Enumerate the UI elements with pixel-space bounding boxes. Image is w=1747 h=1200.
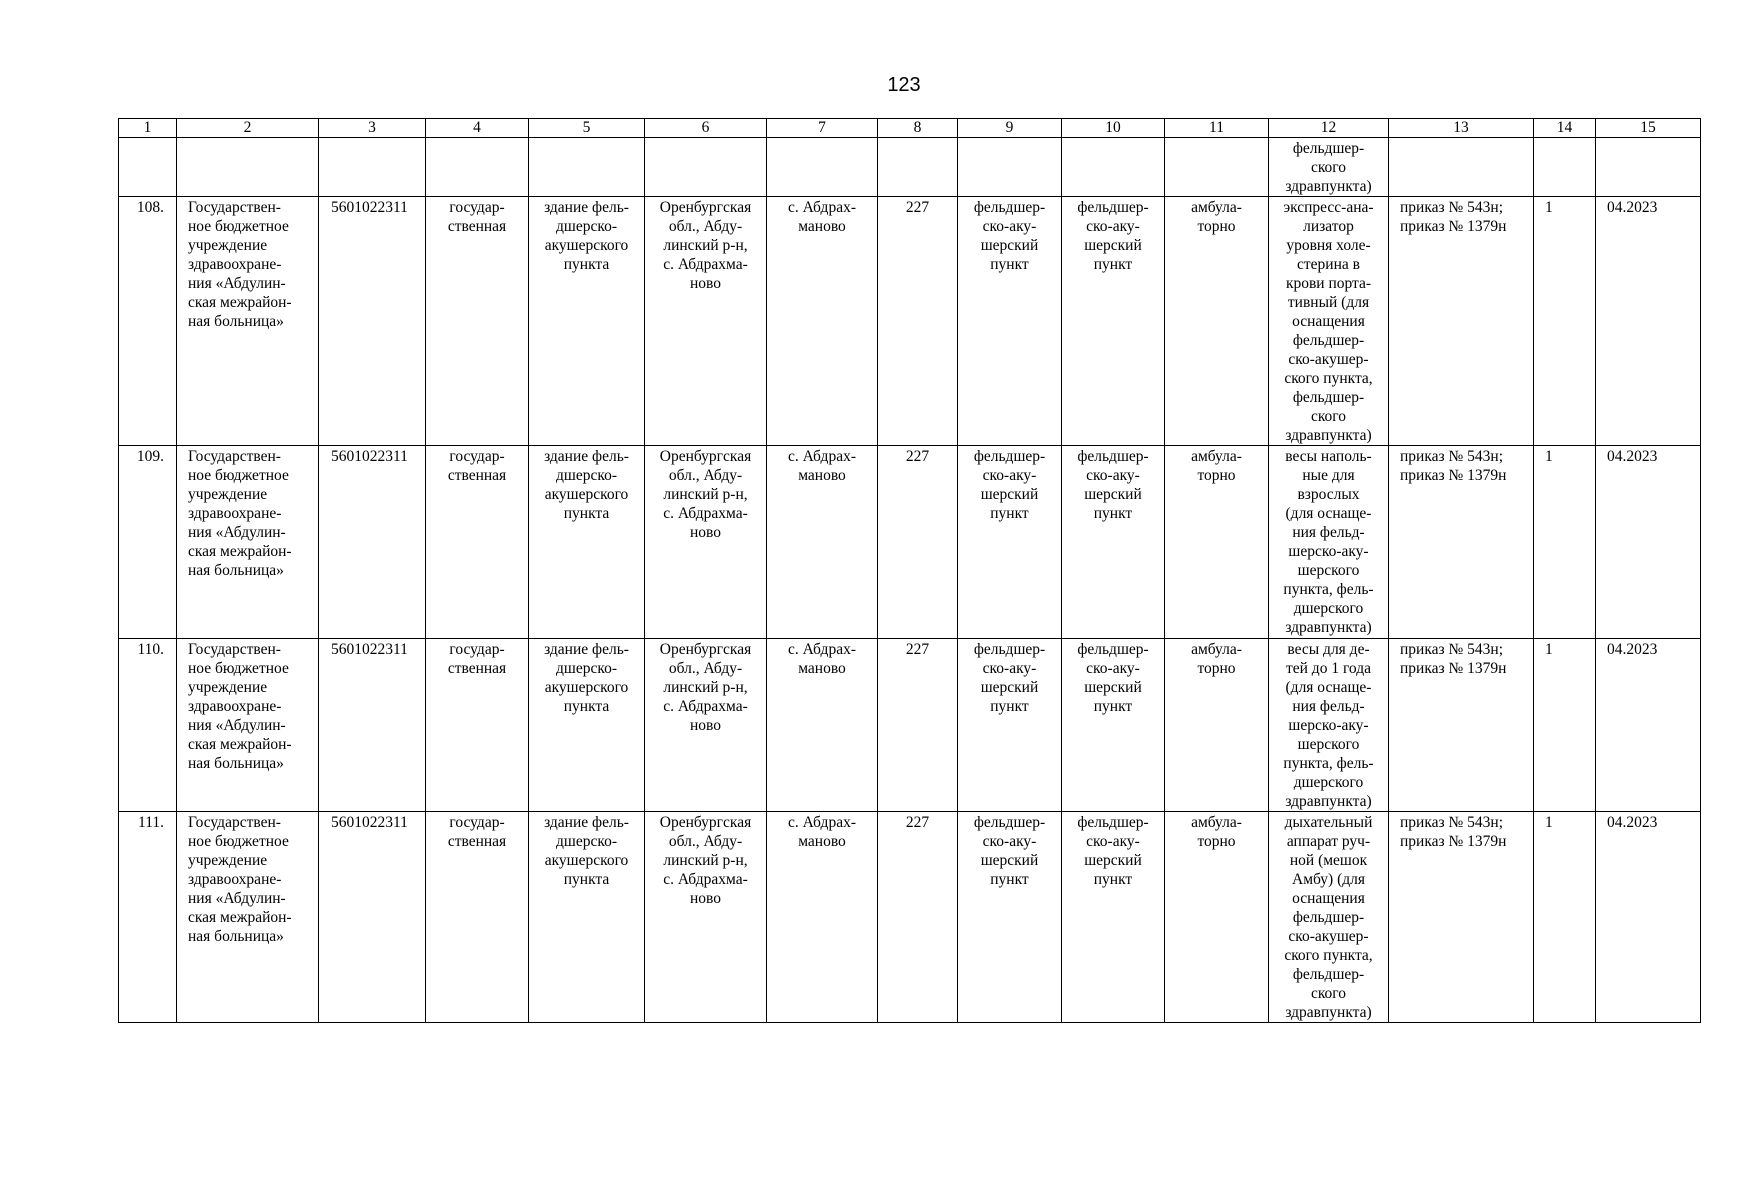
column-number: 10 — [1062, 119, 1165, 138]
column-11-cell: амбула- торно — [1165, 639, 1269, 812]
table-row — [119, 197, 1701, 446]
organization-cell: Государствен- ное бюджетное учреждение здравоохране- ния «Абдулин- ская межрайон- ная больница» — [177, 446, 319, 639]
orders-cell: приказ № 543н; приказ № 1379н — [1389, 197, 1534, 446]
column-11-cell: амбула- торно — [1165, 197, 1269, 446]
column-10-cell: фельдшер- ско-аку- шерский пункт — [1062, 446, 1165, 639]
column-10-cell: фельдшер- ско-аку- шерский пункт — [1062, 812, 1165, 1023]
ownership-cell: государ- ственная — [426, 446, 529, 639]
page-number: 123 — [887, 74, 921, 96]
table-cell — [426, 138, 529, 197]
column-number: 2 — [177, 119, 319, 138]
column-number-row — [119, 119, 1701, 138]
table-row — [119, 639, 1701, 812]
column-10-cell: фельдшер- ско-аку- шерский пункт — [1062, 639, 1165, 812]
orders-cell: приказ № 543н; приказ № 1379н — [1389, 639, 1534, 812]
quantity-cell: 1 — [1534, 812, 1596, 1023]
table-cell — [319, 138, 426, 197]
locality-cell: с. Абдрах- маново — [767, 812, 878, 1023]
orders-cell: приказ № 543н; приказ № 1379н — [1389, 812, 1534, 1023]
equipment-cell: фельдшер- ского здравпункта) — [1269, 138, 1389, 197]
inn-cell: 5601022311 — [319, 812, 426, 1023]
equipment-cell: весы для де- тей до 1 года (для оснаще- ния фельд- шерско-аку- шерского пункта, фель- дшерского здравпункта) — [1269, 639, 1389, 812]
locality-cell: с. Абдрах- маново — [767, 197, 878, 446]
column-number: 8 — [878, 119, 958, 138]
building-cell: здание фель- дшерско- акушерского пункта — [529, 812, 645, 1023]
table-cell — [767, 138, 878, 197]
table-cell — [529, 138, 645, 197]
column-number: 12 — [1269, 119, 1389, 138]
row-number: 108. — [119, 197, 177, 446]
table-cell — [645, 138, 767, 197]
address-cell: Оренбургская обл., Абду- линский р-н, с. Абдрахма- ново — [645, 446, 767, 639]
column-9-cell: фельдшер- ско-аку- шерский пункт — [958, 197, 1062, 446]
address-cell: Оренбургская обл., Абду- линский р-н, с. Абдрахма- ново — [645, 197, 767, 446]
ownership-cell: государ- ственная — [426, 812, 529, 1023]
address-cell: Оренбургская обл., Абду- линский р-н, с. Абдрахма- ново — [645, 812, 767, 1023]
column-8-cell: 227 — [878, 197, 958, 446]
column-10-cell: фельдшер- ско-аку- шерский пункт — [1062, 197, 1165, 446]
column-number: 4 — [426, 119, 529, 138]
ownership-cell: государ- ственная — [426, 197, 529, 446]
organization-cell: Государствен- ное бюджетное учреждение здравоохране- ния «Абдулин- ская межрайон- ная больница» — [177, 812, 319, 1023]
column-number: 1 — [119, 119, 177, 138]
quantity-cell: 1 — [1534, 639, 1596, 812]
building-cell: здание фель- дшерско- акушерского пункта — [529, 197, 645, 446]
column-number: 7 — [767, 119, 878, 138]
column-9-cell: фельдшер- ско-аку- шерский пункт — [958, 639, 1062, 812]
table-cell — [1389, 138, 1534, 197]
building-cell: здание фель- дшерско- акушерского пункта — [529, 446, 645, 639]
column-8-cell: 227 — [878, 639, 958, 812]
inn-cell: 5601022311 — [319, 197, 426, 446]
table-cell — [1596, 138, 1701, 197]
table-cell — [177, 138, 319, 197]
table-row — [119, 446, 1701, 639]
locality-cell: с. Абдрах- маново — [767, 639, 878, 812]
column-11-cell: амбула- торно — [1165, 812, 1269, 1023]
continuation-row — [119, 138, 1701, 197]
column-number: 11 — [1165, 119, 1269, 138]
table-cell — [119, 138, 177, 197]
ownership-cell: государ- ственная — [426, 639, 529, 812]
address-cell: Оренбургская обл., Абду- линский р-н, с. Абдрахма- ново — [645, 639, 767, 812]
registry-table — [118, 118, 1701, 1023]
column-number: 6 — [645, 119, 767, 138]
table-cell — [1062, 138, 1165, 197]
date-cell: 04.2023 — [1596, 639, 1701, 812]
orders-cell: приказ № 543н; приказ № 1379н — [1389, 446, 1534, 639]
inn-cell: 5601022311 — [319, 446, 426, 639]
row-number: 110. — [119, 639, 177, 812]
column-number: 5 — [529, 119, 645, 138]
table-cell — [1165, 138, 1269, 197]
date-cell: 04.2023 — [1596, 446, 1701, 639]
column-9-cell: фельдшер- ско-аку- шерский пункт — [958, 446, 1062, 639]
column-number: 13 — [1389, 119, 1534, 138]
column-number: 14 — [1534, 119, 1596, 138]
equipment-cell: экспресс-ана- лизатор уровня холе- стерина в крови порта- тивный (для оснащения фельдшер- ско-акушер- ского пункта, фельдшер- ского здравпункта) — [1269, 197, 1389, 446]
column-number: 15 — [1596, 119, 1701, 138]
table-row — [119, 812, 1701, 1023]
quantity-cell: 1 — [1534, 446, 1596, 639]
date-cell: 04.2023 — [1596, 812, 1701, 1023]
equipment-cell: дыхательный аппарат руч- ной (мешок Амбу) (для оснащения фельдшер- ско-акушер- ского пункта, фельдшер- ского здравпункта) — [1269, 812, 1389, 1023]
building-cell: здание фель- дшерско- акушерского пункта — [529, 639, 645, 812]
column-number: 3 — [319, 119, 426, 138]
table-cell — [1534, 138, 1596, 197]
quantity-cell: 1 — [1534, 197, 1596, 446]
column-11-cell: амбула- торно — [1165, 446, 1269, 639]
column-8-cell: 227 — [878, 812, 958, 1023]
column-9-cell: фельдшер- ско-аку- шерский пункт — [958, 812, 1062, 1023]
row-number: 109. — [119, 446, 177, 639]
organization-cell: Государствен- ное бюджетное учреждение здравоохране- ния «Абдулин- ская межрайон- ная больница» — [177, 639, 319, 812]
column-number: 9 — [958, 119, 1062, 138]
locality-cell: с. Абдрах- маново — [767, 446, 878, 639]
table-cell — [958, 138, 1062, 197]
equipment-cell: весы наполь- ные для взрослых (для оснаще- ния фельд- шерско-аку- шерского пункта, фель- дшерского здравпункта) — [1269, 446, 1389, 639]
table-cell — [878, 138, 958, 197]
inn-cell: 5601022311 — [319, 639, 426, 812]
column-8-cell: 227 — [878, 446, 958, 639]
organization-cell: Государствен- ное бюджетное учреждение здравоохране- ния «Абдулин- ская межрайон- ная больница» — [177, 197, 319, 446]
date-cell: 04.2023 — [1596, 197, 1701, 446]
row-number: 111. — [119, 812, 177, 1023]
